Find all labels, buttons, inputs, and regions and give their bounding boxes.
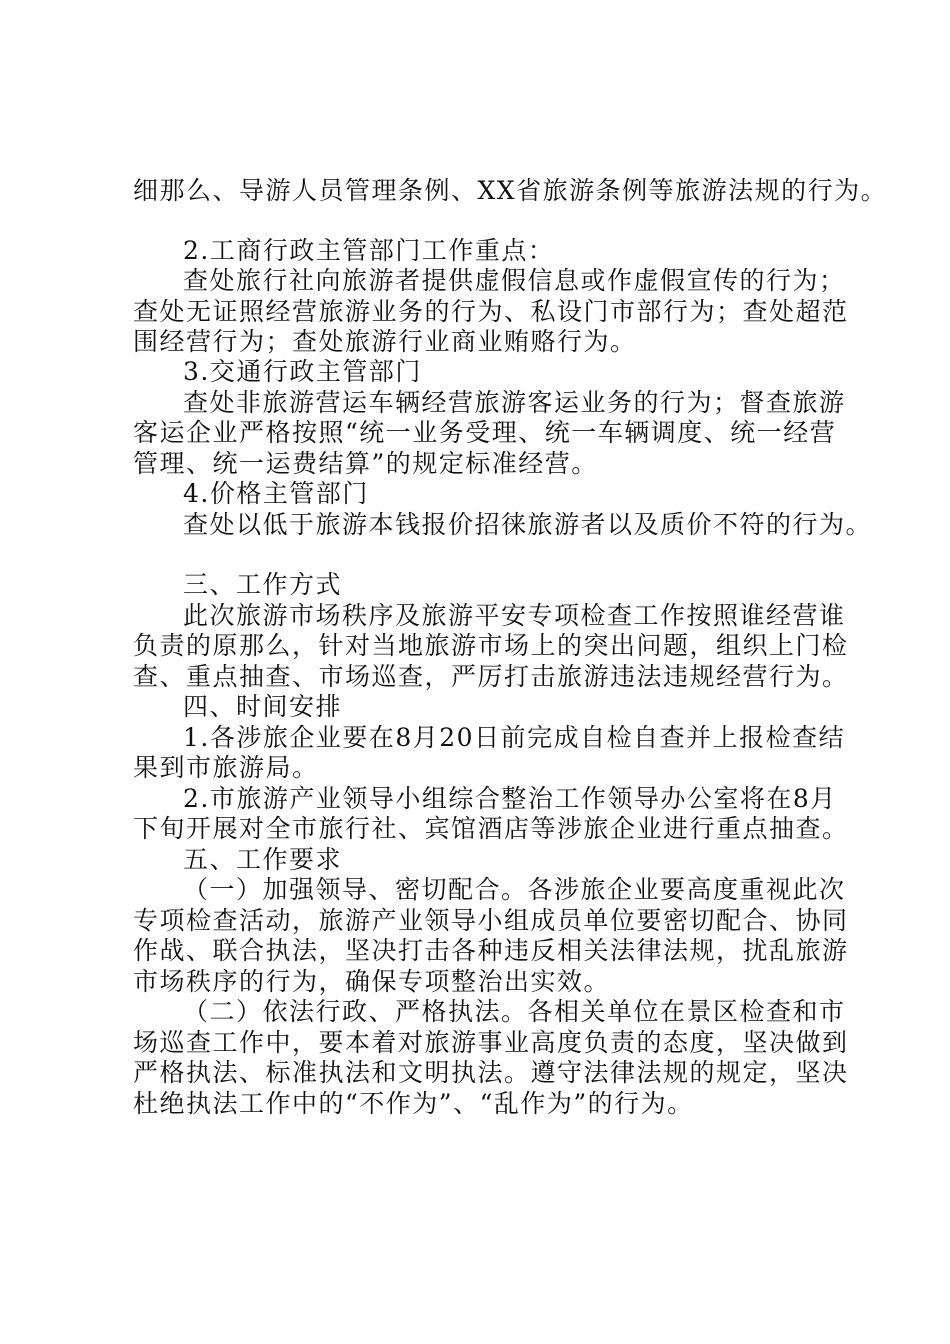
section-heading: 五、工作要求 — [183, 845, 343, 874]
paragraph-line: 市场秩序的行为，确保专项整治出实效。 — [133, 967, 611, 996]
paragraph-line: 查处非旅游营运车辆经营旅游客运业务的行为；督查旅游 — [183, 388, 846, 417]
paragraph-line: 此次旅游市场秩序及旅游平安专项检查工作按照谁经营谁 — [183, 601, 846, 630]
paragraph-line: 客运企业严格按照“统一业务受理、统一车辆调度、统一经营 — [133, 418, 837, 447]
paragraph-line: 场巡查工作中，要本着对旅游事业高度负责的态度，坚决做到 — [133, 1028, 849, 1057]
paragraph-line: （二）依法行政、严格执法。各相关单位在景区检查和市 — [183, 997, 846, 1026]
paragraph-line: 作战、联合执法，坚决打击各种违反相关法律法规，扰乱旅游 — [133, 936, 849, 965]
paragraph-line: 1.各涉旅企业要在8月20日前完成自检自查并上报检查结 — [183, 723, 846, 752]
paragraph-line: 查处无证照经营旅游业务的行为、私设门市部行为；查处超范 — [133, 297, 849, 326]
paragraph-line: 严格执法、标准执法和文明执法。遵守法律法规的规定，坚决 — [133, 1058, 849, 1087]
section-heading: 四、时间安排 — [183, 692, 343, 721]
section-heading: 4.价格主管部门 — [183, 479, 369, 508]
paragraph-line: 围经营行为；查处旅游行业商业贿赂行为。 — [133, 327, 637, 356]
paragraph-line: 查处旅行社向旅游者提供虚假信息或作虚假宣传的行为； — [183, 266, 846, 295]
paragraph-line: 查、重点抽查、市场巡查，严厉打击旅游违法违规经营行为。 — [133, 662, 849, 691]
paragraph-line: 下旬开展对全市旅行社、宾馆酒店等涉旅企业进行重点抽查。 — [133, 814, 849, 843]
paragraph-line: 负责的原那么，针对当地旅游市场上的突出问题，组织上门检 — [133, 631, 849, 660]
paragraph-line: 管理、统一运费结算”的规定标准经营。 — [133, 449, 598, 478]
paragraph-line: 查处以低于旅游本钱报价招徕旅游者以及质价不符的行为。 — [183, 510, 873, 539]
paragraph-line: 杜绝执法工作中的“不作为”、“乱作为”的行为。 — [133, 1089, 694, 1118]
section-heading: 三、工作方式 — [183, 570, 343, 599]
paragraph-line: 2.市旅游产业领导小组综合整治工作领导办公室将在8月 — [183, 784, 837, 813]
paragraph-line: 专项检查活动，旅游产业领导小组成员单位要密切配合、协同 — [133, 906, 849, 935]
section-heading: 2.工商行政主管部门工作重点： — [183, 236, 555, 265]
paragraph-line: （一）加强领导、密切配合。各涉旅企业要高度重视此次 — [183, 875, 846, 904]
paragraph-line: 细那么、导游人员管理条例、XX省旅游条例等旅游法规的行为。 — [133, 176, 888, 205]
section-heading: 3.交通行政主管部门 — [183, 357, 422, 386]
paragraph-line: 果到市旅游局。 — [133, 753, 319, 782]
